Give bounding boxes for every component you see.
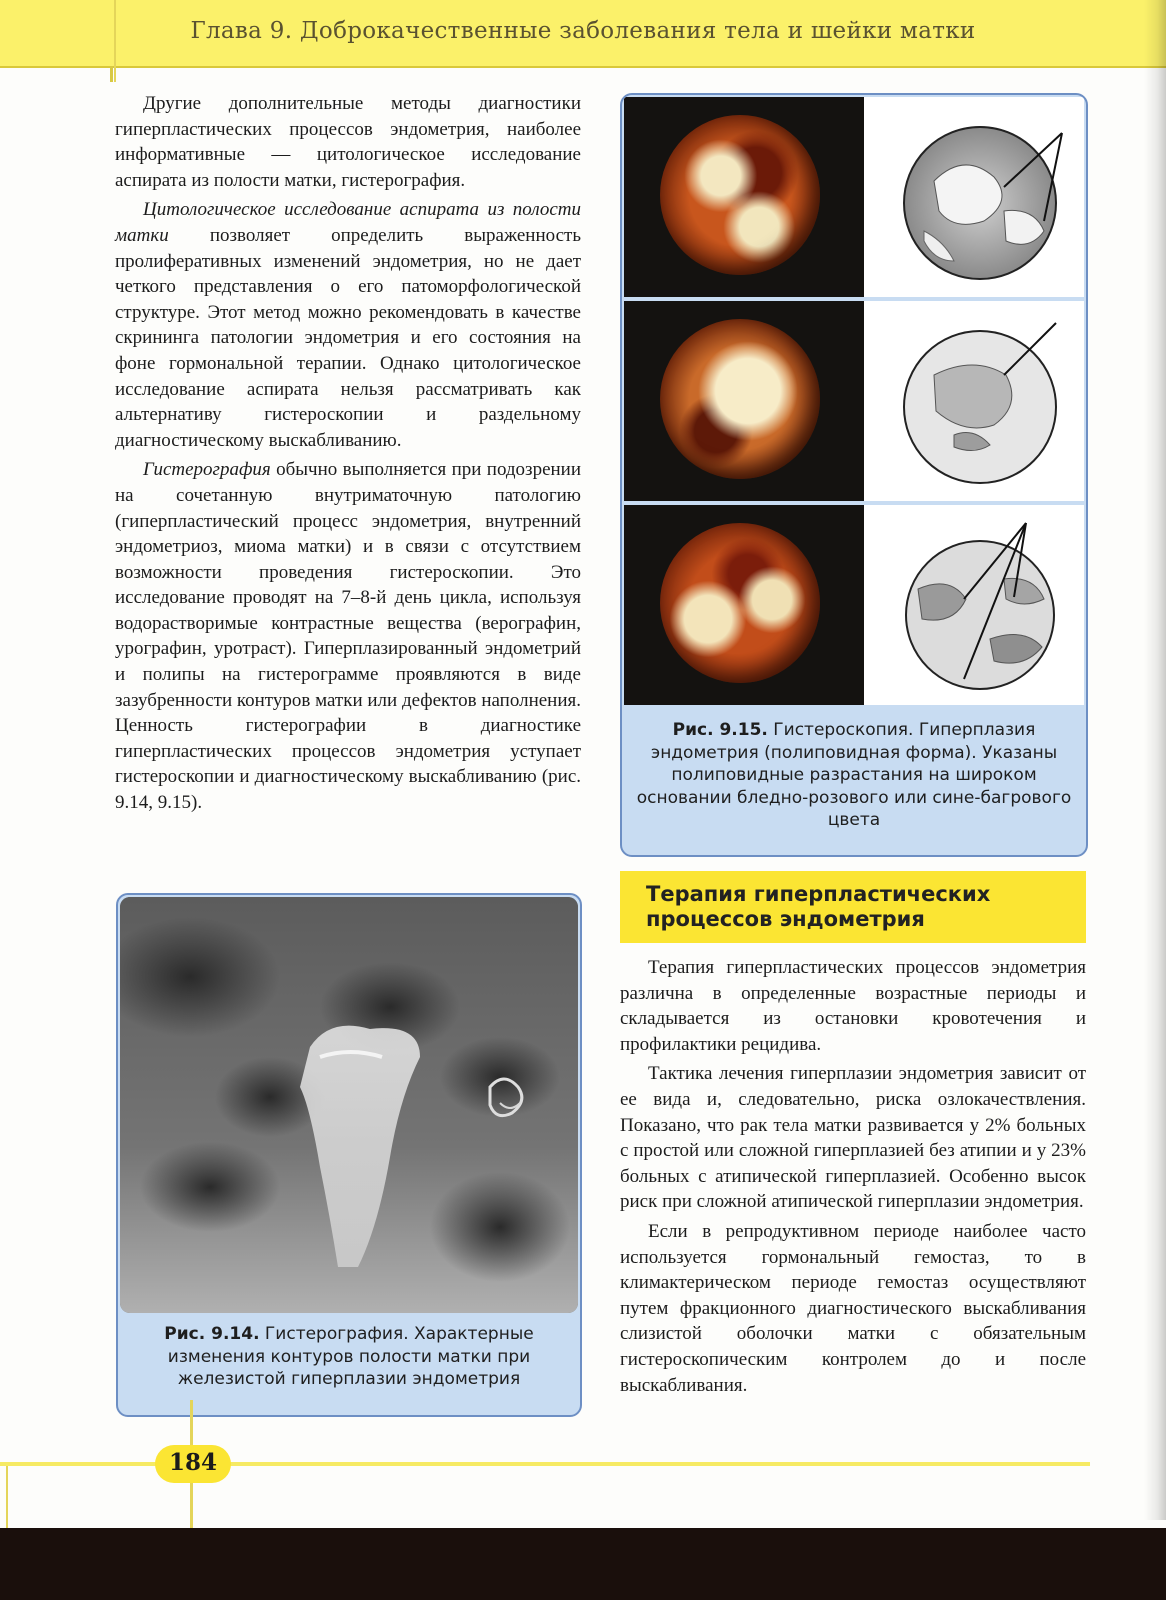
hysteroscopy-row — [624, 505, 1084, 705]
hysteroscopy-photo — [660, 115, 820, 275]
paragraph-text: позволяет определить выраженность пролиферативных изменений эндометрия, но не дает четкого представления о его патоморфологической структуре. Этот метод можно рекомендовать в качестве скрининга патологии эндометрия и его состояния на фоне гормональной терапии. Однако цитологическое исследование аспирата нельзя рассматривать как альтернативу гистероскопии и раздельному диагностическому выскабливанию. — [115, 224, 581, 451]
left-text-column — [115, 91, 581, 820]
scan-bottom-edge — [0, 1528, 1166, 1600]
figure-label: Рис. 9.15. — [672, 720, 768, 740]
paragraph: Терапия гиперпластических процессов эндометрия различна в определенные возрастные периоды и складывается из остановки кровотечения и профилактики рецидива. — [620, 957, 1086, 1055]
figure-label: Рис. 9.14. — [164, 1324, 260, 1344]
section-heading-box — [620, 871, 1086, 943]
figure-caption — [118, 1323, 580, 1391]
hysteroscopy-row — [624, 301, 1084, 501]
paragraph: Тактика лечения гиперплазии эндометрия зависит от ее вида и, следовательно, риска озлокачествления. Показано, что рак тела матки развивается у 2% больных с простой или сложной гиперплазией без атипии и у 23% больных с атипической гиперплазией. Особенно высок риск при сложной атипической гиперплазии эндометрия. — [620, 1063, 1086, 1213]
figure-9-14 — [116, 893, 582, 1417]
header-tick — [110, 66, 113, 82]
emphasis-term: Цитологическое исследование аспирата из полости матки — [115, 199, 581, 246]
paragraph-text: обычно выполняется при подозрении на сочетанную внутриматочную патологию (гиперпластический процесс эндометрия, внутренний эндометриоз, миома матки) и в связи с отсутствием возможности проведения гистероскопии. Это исследование проводят на 7–8-й день цикла, используя водорастворимые контрастные вещества (верографин, урографин, уротраст). Гиперплазированный эндометрий и полипы на гистерограмме проявляются в виде зазубренности контуров матки или дефектов наполнения. Ценность гистерографии в диагностике гиперпластических процессов эндометрия уступает гистероскопии и диагностическому выскабливанию (рис. 9.14, 9.15). — [115, 459, 581, 814]
right-text-column — [620, 955, 1086, 1402]
chapter-header — [0, 0, 1166, 68]
hysterogram-xray — [120, 897, 578, 1313]
paragraph: Другие дополнительные методы диагностики гиперпластических процессов эндометрия, наиболее информативные — цитологическое исследование аспирата из полости матки, гистерография. — [115, 93, 581, 191]
caption-text: Гистероскопия. Гиперплазия эндометрия (полиповидная форма). Указаны полиповидные разрастания на широком основании бледно-розового или сине-багрового цвета — [636, 720, 1072, 830]
footer-rule-left — [6, 1462, 8, 1532]
hysteroscopy-photo — [660, 319, 820, 479]
paragraph — [115, 457, 581, 815]
emphasis-term: Гистерография — [143, 459, 271, 481]
figure-caption — [622, 719, 1086, 832]
endoscopy-photo-frame — [624, 97, 864, 297]
schematic-drawing — [894, 315, 1074, 487]
schematic-drawing — [894, 519, 1074, 691]
page-number-badge — [155, 1445, 231, 1483]
endoscopy-photo-frame — [624, 505, 864, 705]
page-number: 184 — [168, 1449, 217, 1476]
hysteroscopy-row — [624, 97, 1084, 297]
schematic-drawing — [894, 111, 1074, 283]
caption-text: Гистерография. Характерные изменения контуров полости матки при железистой гиперплазии эндометрия — [167, 1324, 534, 1389]
chapter-title: Глава 9. Доброкачественные заболевания тела и шейки матки — [190, 18, 976, 44]
paragraph — [115, 197, 581, 453]
figure-9-15 — [620, 93, 1088, 857]
paragraph: Если в репродуктивном периоде наиболее часто используется гормональный гемостаз, то в климактерическом периоде гемостаз осуществляют путем фракционного диагностического выскабливания слизистой оболочки матки с обязательным гистероскопическим контролем до и после выскабливания. — [620, 1220, 1086, 1396]
hysteroscopy-photo — [660, 523, 820, 683]
page-edge-shadow — [1144, 0, 1166, 1520]
margin-rule — [114, 0, 116, 82]
endoscopy-photo-frame — [624, 301, 864, 501]
section-heading: Терапия гиперпластических процессов эндометрия — [646, 882, 991, 931]
